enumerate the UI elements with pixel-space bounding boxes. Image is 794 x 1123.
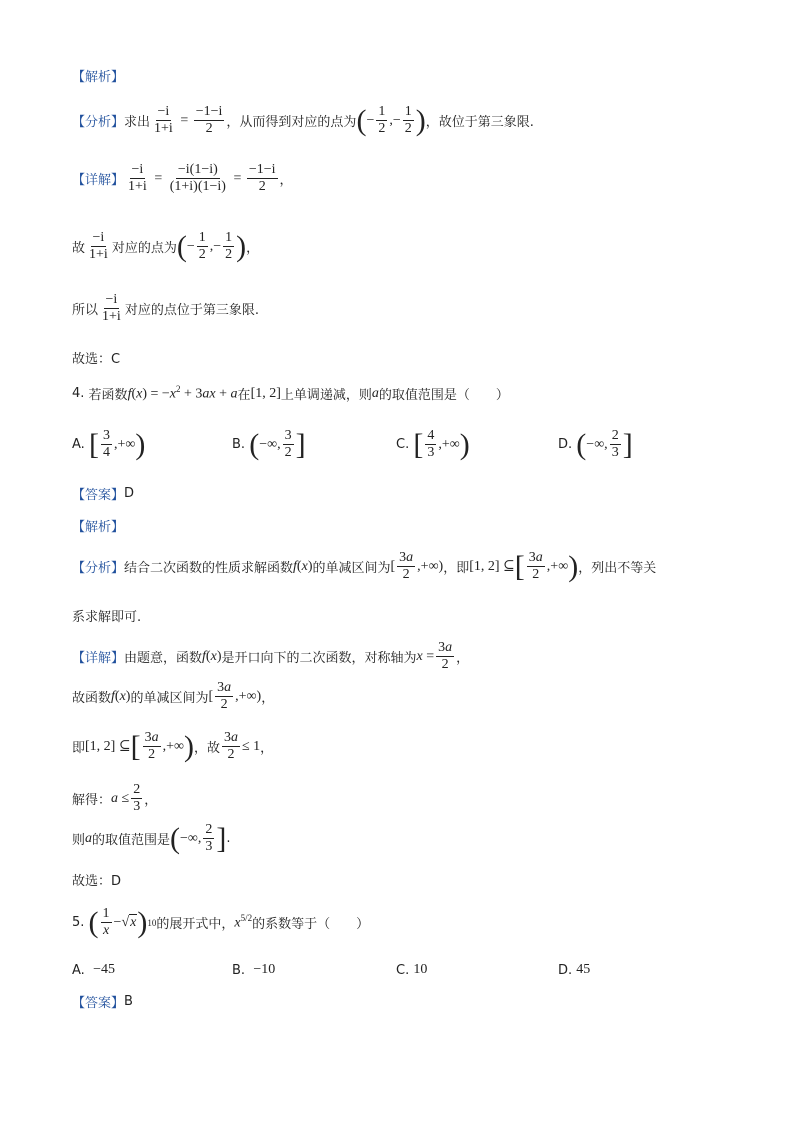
- detail-line-6: 即 [1, 2] ⊆ [ $\frac{3a}{2}$ ,+∞ ) ，故 $\frac{3a}{2}$ ≤ 1 ，: [72, 729, 274, 763]
- analysis-line-3: [72, 606, 141, 625]
- tag-jiexi: 【解析】: [72, 70, 125, 85]
- text: 的展开式中，: [156, 917, 235, 933]
- text: ，即: [443, 561, 470, 577]
- question-number: 4.: [72, 386, 85, 401]
- text: ，: [260, 741, 274, 757]
- option-label: C.: [396, 962, 410, 978]
- option-label: A.: [72, 437, 85, 453]
- detail-line-5: 故函数 f(x) 的单减区间为 [ $\frac{3a}{2}$ ,+∞) ，: [72, 680, 275, 713]
- question-5: 5. ( $\frac{1}{x}$ −√x ) 10 的展开式中， $x^{5/2}$ 的系数等于（ ）: [72, 905, 370, 939]
- fraction: $\frac{-1-i}{2}$: [195, 104, 223, 137]
- detail-line-8: 则 a 的取值范围是 ( −∞, $\frac{2}{3}$ ] .: [72, 821, 231, 855]
- option-label: B.: [232, 437, 246, 453]
- fraction: $\frac{-i}{1+i}$: [154, 104, 173, 137]
- question-number: 5.: [72, 915, 85, 931]
- option-value: −45: [93, 962, 115, 977]
- text: 的单减区间为: [130, 691, 209, 707]
- option-label: A.: [72, 962, 85, 978]
- text: ，: [261, 691, 275, 707]
- detail-line-4: 【详解】 由题意，函数 f(x) 是开口向下的二次函数，对称轴为 x = $\frac{3a}{2}$ ，: [72, 640, 470, 673]
- text: ，故位于第三象限.: [425, 115, 534, 131]
- option-a: A. [ $\frac{3}{4}$ ,+∞ ): [72, 427, 146, 461]
- analysis-line-2: 【分析】 结合二次函数的性质求解函数 f(x) 的单减区间为 [ $\frac{3a}{2}$ ,+∞) ，即 [1, 2] ⊆ [ $\frac{3a}{2}$ ,+∞ ) ，列出不等关: [72, 549, 657, 583]
- text: 系求解即可.: [72, 610, 142, 625]
- text: 由题意，函数: [124, 651, 203, 667]
- option-value: −10: [253, 962, 276, 977]
- answer-value: D: [124, 486, 135, 501]
- detail-line-2: 故 $\frac{-i}{1+i}$ 对应的点为 ( − $\frac{1}{2}$ ,− $\frac{1}{2}$ ) ，: [72, 229, 260, 263]
- option-d: D. ( −∞, $\frac{2}{3}$ ]: [558, 427, 633, 461]
- tag-jiexi: 【解析】: [72, 520, 125, 535]
- text: 若函数: [88, 388, 128, 403]
- tag-fenxi: 【分析】: [72, 561, 125, 577]
- tag-daan: 【答案】: [72, 488, 125, 503]
- tag-xiangjie: 【详解】: [72, 651, 125, 667]
- text: 的取值范围是: [92, 833, 171, 849]
- option-b: B. ( −∞, $\frac{3}{2}$ ]: [232, 427, 306, 461]
- option-a: [72, 962, 115, 978]
- text: 上单调递减，则: [280, 388, 372, 403]
- option-d: [558, 962, 590, 978]
- answer-choice-3: [72, 348, 120, 367]
- text: ，: [144, 793, 158, 809]
- detail-line-3: 所以 $\frac{-i}{1+i}$ 对应的点位于第三象限.: [72, 292, 259, 325]
- analysis-heading: [72, 66, 124, 85]
- text: ，: [456, 651, 470, 667]
- answer-4: [72, 484, 134, 503]
- text: 的单减区间为: [312, 561, 391, 577]
- text: 求出: [124, 115, 151, 131]
- option-value: 10: [413, 962, 428, 977]
- text: 故: [72, 241, 86, 257]
- option-c: [396, 962, 427, 978]
- text: ，故: [193, 741, 220, 757]
- option-label: D.: [558, 437, 573, 453]
- option-c: C. [ $\frac{4}{3}$ ,+∞ ): [396, 427, 470, 461]
- detail-line-7: 解得： a ≤ $\frac{2}{3}$ ，: [72, 782, 158, 815]
- option-label: D.: [558, 962, 573, 978]
- text: 在: [237, 388, 251, 403]
- text: 解得：: [72, 793, 112, 809]
- text: .: [226, 831, 231, 847]
- text: ，: [246, 241, 260, 257]
- option-label: C.: [396, 437, 410, 453]
- text: 所以: [72, 303, 99, 319]
- text: ，从而得到对应的点为: [226, 115, 357, 131]
- text: 的取值范围是（ ）: [378, 388, 509, 403]
- text: 故函数: [72, 691, 112, 707]
- text: 则: [72, 833, 86, 849]
- tag-fenxi: 【分析】: [72, 115, 125, 131]
- answer-5: [72, 992, 133, 1011]
- text: 是开口向下的二次函数，对称轴为: [221, 651, 417, 667]
- text: 的系数等于（ ）: [252, 917, 370, 933]
- text: 故选：D: [72, 874, 122, 889]
- detail-line-1: 【详解】 $\frac{-i}{1+i}$ = $\frac{-i(1-i)}{(1+i)(1-i)}$ = $\frac{-1-i}{2}$ ，: [72, 162, 293, 195]
- answer-choice-4: [72, 870, 121, 889]
- question-4: 4. 若函数 $f(x) = -x^2 + 3ax + a$ 在 [1, 2] 上单调递减，则 a 的取值范围是（ ）: [72, 384, 509, 403]
- text: 即: [72, 741, 86, 757]
- option-b: [232, 962, 275, 978]
- text: ，: [279, 173, 293, 189]
- analysis-heading-2: [72, 516, 124, 535]
- tag-daan: 【答案】: [72, 996, 125, 1011]
- analysis-line-1: 【分析】 求出 $\frac{-i}{1+i}$ = $\frac{-1-i}{2}$ ，从而得到对应的点为 ( − $\frac{1}{2}$ ,− $\frac{1}{2}$ ) ，故位于第三象限.: [72, 103, 534, 137]
- text: 结合二次函数的性质求解函数: [124, 561, 294, 577]
- text: 对应的点为: [111, 241, 177, 257]
- option-label: B.: [232, 962, 246, 978]
- tag-xiangjie: 【详解】: [72, 173, 125, 189]
- text: 对应的点位于第三象限.: [124, 303, 259, 319]
- text: 故选：C: [72, 352, 121, 367]
- answer-value: B: [124, 994, 133, 1009]
- text: ，列出不等关: [578, 561, 657, 577]
- option-value: 45: [576, 962, 591, 977]
